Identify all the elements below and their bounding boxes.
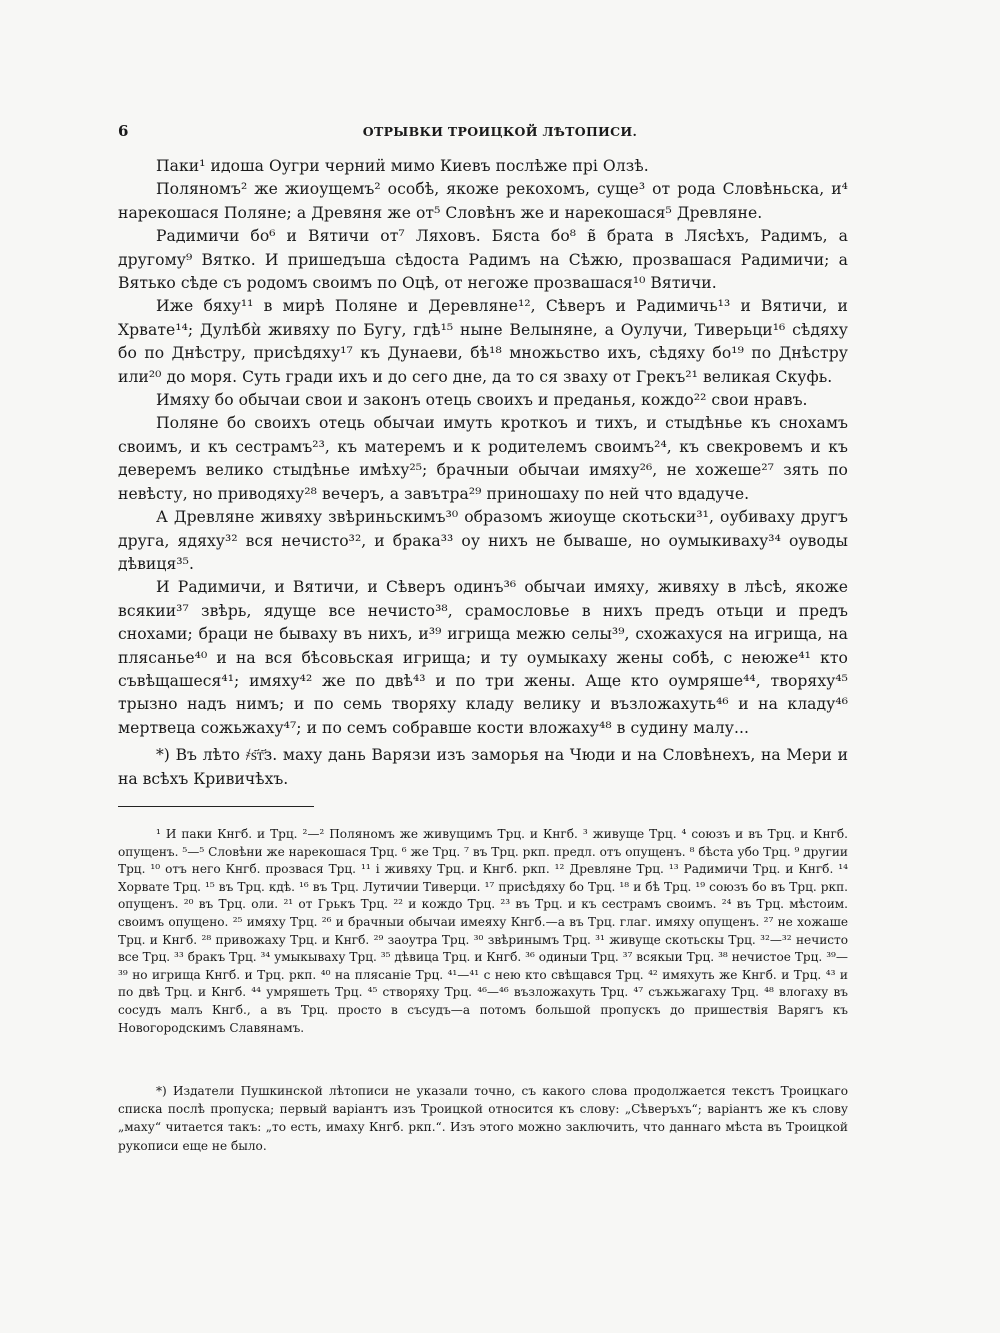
footnote-divider [118,806,314,807]
paragraph: Поляне бо своихъ отець обычаи имуть кроткоъ и тихъ, и стыдѣнье къ снохамъ своимъ, и къ сестрамъ²³, къ матеремъ и к родителемъ своимъ²⁴, къ свекровемъ и къ деверемъ велико стыдѣнье имѣху²⁵; брачныи обычаи имяху²⁶, не хожеше²⁷ зять по невѣсту, но приводяху²⁸ вечеръ, а завътра²⁹ приношаху по ней что вдадуче. [118,414,848,503]
editor-note: *) Издатели Пушкинской лѣтописи не указали точно, съ какого слова продолжается текстъ Троицкаго списка послѣ пропуска; первый варіантъ изъ Троицкой относится къ слову: „Сѣверъхъ“; варіантъ же къ слову „маху“ читается такъ: „то есть, имаху Кнгб. ркп.“. Изъ этого можно заключить, что даннаго мѣста въ Троицкой рукописи еще не было. [118,1084,848,1153]
paragraph: Радимичи бо⁶ и Вятичи от⁷ Ляховъ. Бяста бо⁸ в̃ брата в Лясѣхъ, Радимъ, а другому⁹ Вятко. И пришедъша сѣдоста Радимъ на Сѣжю, прозвашася Радимичи; а Вятько сѣде съ родомъ своимъ по Оцѣ, от негоже прозвашася¹⁰ Вятичи. [118,227,848,293]
paragraph: Поляномъ² же жиоущемъ² особѣ, якоже рекохомъ, суще³ от рода Словѣньска, и⁴ нарекошася Поляне; а Древяня же от⁵ Словѣнъ же и нарекошася⁵ Древляне. [118,180,848,222]
main-text [118,155,848,740]
asterisk-note: *) Въ лѣто ҂ѕ҃т҃з. маху дань Варязи изъ заморья на Чюди и на Словѣнехъ, на Мери и на всѣхъ Кривичѣхъ. [118,746,848,788]
page-number: 6 [118,122,129,140]
paragraph: Имяху бо обычаи свои и законъ отець своихъ и преданья, кождо²² свои нравъ. [156,391,808,410]
paragraph: И Радимичи, и Вятичи, и Сѣверъ одинъ³⁶ обычаи имяху, живяху в лѣсѣ, якоже всякии³⁷ звѣрь, ядуще все нечисто³⁸, срамословье в нихъ предъ отьци и предъ снохами; браци не бываху въ нихъ, и³⁹ игрища межю селы³⁹, схожахуся на игрища, на плясанье⁴⁰ и на вся бѣсовьская игрища; и ту оумыкаху жены собѣ, с неюже⁴¹ кто съвѣщашеся⁴¹; имяху⁴² же по двѣ⁴³ и по три жены. Аще кто оумряше⁴⁴, творяху⁴⁵ трызно надъ нимъ; и по семь творяху кладу велику и възложахуть⁴⁶ и на кладу⁴⁶ мертвеца сожьжаху⁴⁷; и по семъ собравше кости вложаху⁴⁸ в судину малу... [118,578,848,737]
paragraph: А Древляне живяху звѣриньскимъ³⁰ образомъ жиоуще скотьски³¹, оубиваху другъ друга, ядяху³² вся нечисто³², и брака³³ оу нихъ не бываше, но оумыкиваху³⁴ оуводы дѣвиця³⁵. [118,508,848,573]
paragraph: Иже бяху¹¹ в мирѣ Поляне и Деревляне¹², Сѣверъ и Радимичь¹³ и Вятичи, и Хрвате¹⁴; Дулѣбѝ живяху по Бугу, гдѣ¹⁵ ныне Велыняне, а Оулучи, Тиверьци¹⁶ сѣдяху бо по Днѣстру, присѣдяху¹⁷ къ Дунаеви, бѣ¹⁸ множьство ихъ, сѣдяху бо¹⁹ по Днѣстру или²⁰ до моря. Суть гради ихъ и до сего дне, да то ся зваху от Грекъ²¹ великая Скуфь. [118,297,848,386]
footnotes: ¹ И паки Кнгб. и Трц. ²—² Поляномъ же живущимъ Трц. и Кнгб. ³ живуще Трц. ⁴ союзъ и въ Трц. и Кнгб. опущенъ. ⁵—⁵ Словѣни же нарекошася Трц. ⁶ же Трц. ⁷ въ Трц. ркп. предл. отъ опущенъ. ⁸ бѣста убо Трц. ⁹ другии Трц. ¹⁰ отъ него Кнгб. прозвася Трц. ¹¹ і живяху Трц. и Кнгб. ркп. ¹² Древляне Трц. ¹³ Радимичи Трц. и Кнгб. ¹⁴ Хорвате Трц. ¹⁵ въ Трц. кдѣ. ¹⁶ въ Трц. Лутичии Тиверци. ¹⁷ присѣдяху бо Трц. ¹⁸ и бѣ Трц. ¹⁹ союзъ бо въ Трц. ркп. опущенъ. ²⁰ въ Трц. оли. ²¹ от Грькъ Трц. ²² и кождо Трц. ²³ въ Трц. и къ сестрамъ своимъ. ²⁴ въ Трц. мѣстоим. своимъ опущено. ²⁵ имяху Трц. ²⁶ и брачныи обычаи имеяху Кнгб.—а въ Трц. глаг. имяху опущенъ. ²⁷ не хожаше Трц. и Кнгб. ²⁸ привожаху Трц. и Кнгб. ²⁹ заоутра Трц. ³⁰ звѣринымъ Трц. ³¹ живуще скотьскы Трц. ³²—³² нечисто все Трц. ³³ бракъ Трц. ³⁴ умыкываху Трц. ³⁵ дѣвица Трц. и Кнгб. ³⁶ одиныи Трц. ³⁷ всякыи Трц. ³⁸ нечистое Трц. ³⁹—³⁹ но игрища Кнгб. и Трц. ркп. ⁴⁰ на плясаніе Трц. ⁴¹—⁴¹ с нею кто свѣщався Трц. ⁴² имяхуть же Кнгб. и Трц. ⁴³ и по двѣ Трц. и Кнгб. ⁴⁴ умряшеть Трц. ⁴⁵ створяху Трц. ⁴⁶—⁴⁶ възложахуть Трц. ⁴⁷ съжьжагаху Трц. ⁴⁸ влогаху въ сосудъ малъ Кнгб., а въ Трц. просто в съсудъ—а потомъ большой пропускъ до пришествія Варягъ къ Новогородскимъ Славянамъ. [118,827,848,1035]
paragraph: Паки¹ идоша Оугри черниӥ мимо Киевъ послѣже прі Олзѣ. [156,157,649,175]
running-head: ОТРЫВКИ ТРОИЦКОЙ ЛѢТОПИСИ. [362,124,638,139]
